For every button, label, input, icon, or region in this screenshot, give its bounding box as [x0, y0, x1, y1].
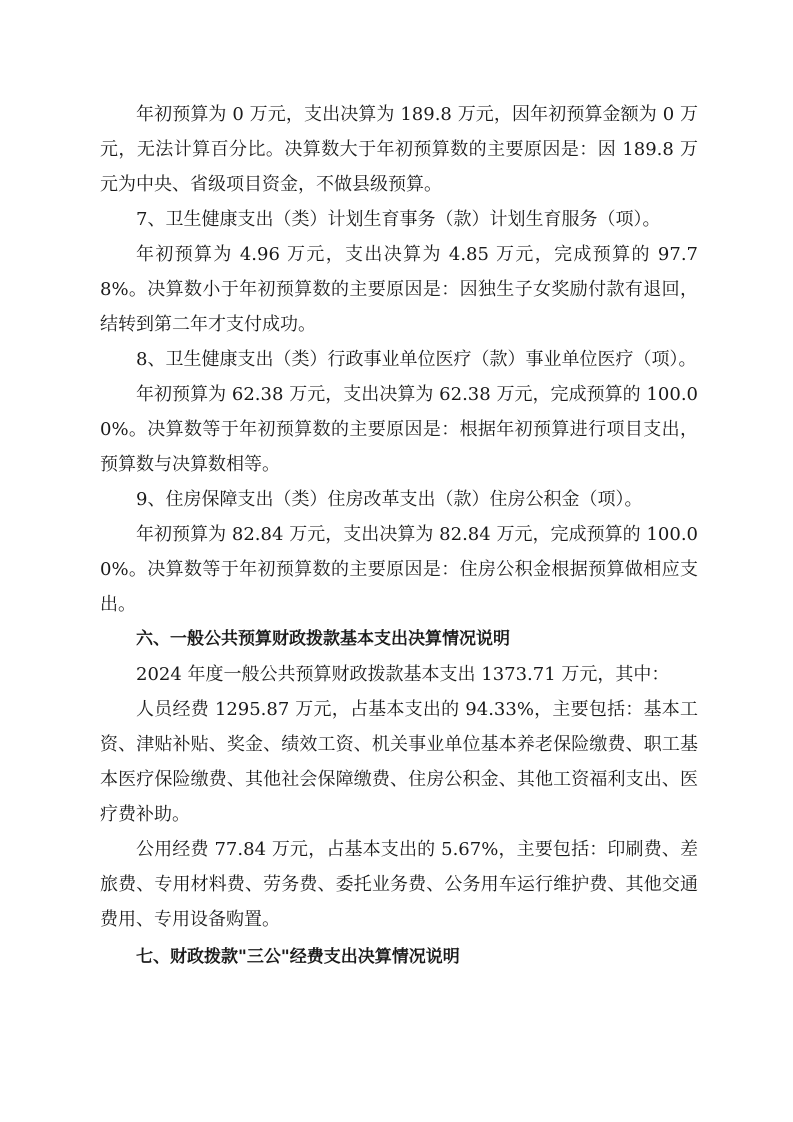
paragraph-basic-expenditure: 2024 年度一般公共预算财政拨款基本支出 1373.71 万元，其中：	[136, 664, 670, 685]
paragraph-item-9: 年初预算为 82.84 万元，支出决算为 82.84 万元，完成预算的 100.00%。决算数等于年初预算数的主要原因是：住房公积金根据预算做相应支出。	[100, 524, 698, 615]
document-body	[100, 97, 698, 975]
paragraph-public-expenses: 公用经费 77.84 万元，占基本支出的 5.67%，主要包括：印刷费、差旅费、专用材料费、劳务费、委托业务费、公务用车运行维护费、其他交通费用、专用设备购置。	[100, 839, 698, 930]
item-7-heading: 7、卫生健康支出（类）计划生育事务（款）计划生育服务（项）。	[136, 209, 661, 230]
section-6-heading: 六、一般公共预算财政拨款基本支出决算情况说明	[136, 629, 510, 649]
paragraph-item-7: 年初预算为 4.96 万元，支出决算为 4.85 万元，完成预算的 97.78%。决算数小于年初预算数的主要原因是：因独生子女奖励付款有退回，结转到第二年才支付成功。	[100, 244, 698, 335]
item-8-heading: 8、卫生健康支出（类）行政事业单位医疗（款）事业单位医疗（项）。	[136, 349, 697, 370]
paragraph-budget-zero: 年初预算为 0 万元，支出决算为 189.8 万元，因年初预算金额为 0 万元，无法计算百分比。决算数大于年初预算数的主要原因是：因 189.8 万元为中央、省级项目资金，不做县级预算。	[100, 104, 698, 195]
paragraph-item-8: 年初预算为 62.38 万元，支出决算为 62.38 万元，完成预算的 100.00%。决算数等于年初预算数的主要原因是：根据年初预算进行项目支出，预算数与决算数相等。	[100, 384, 698, 475]
section-7-heading: 七、财政拨款"三公"经费支出决算情况说明	[136, 947, 460, 967]
paragraph-personnel-expenses: 人员经费 1295.87 万元，占基本支出的 94.33%，主要包括：基本工资、津贴补贴、奖金、绩效工资、机关事业单位基本养老保险缴费、职工基本医疗保险缴费、其他社会保障缴费、住房公积金、其他工资福利支出、医疗费补助。	[100, 699, 698, 825]
item-9-heading: 9、住房保障支出（类）住房改革支出（款）住房公积金（项）。	[136, 489, 643, 510]
